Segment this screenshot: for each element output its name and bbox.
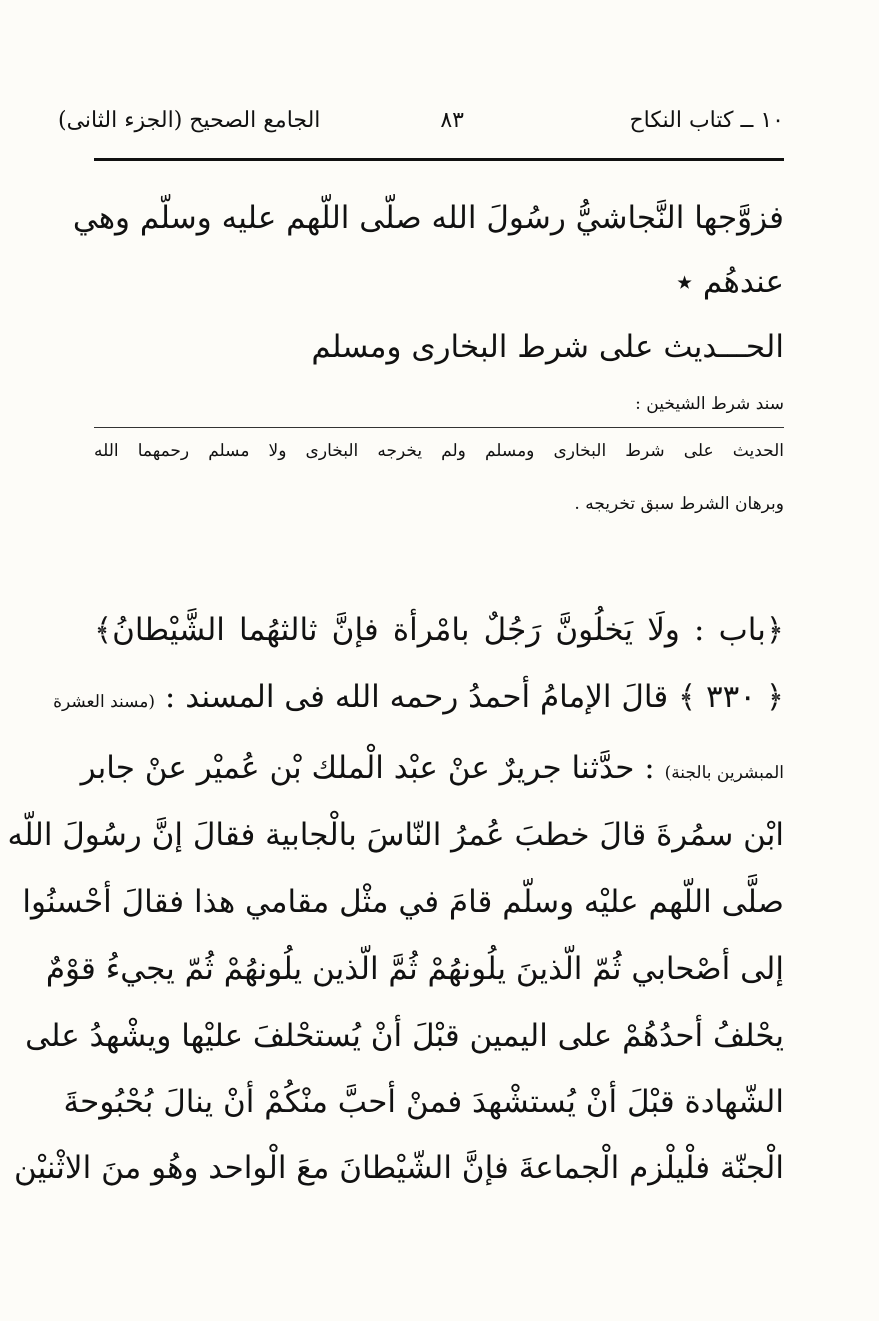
musnad-reference: (مسند العشرة [53, 692, 156, 712]
intro-line-1: فزوَّجها النَّجاشيُّ رسُولَ الله صلّى اللّهم عليه وسلّم وهي [72, 200, 784, 236]
hadith-line: الشّهادة قبْلَ أنْ يُستشْهدَ فمنْ أحبَّ منْكُمْ أنْ ينالَ بُحْبُوحةَ [63, 1084, 784, 1120]
book-title: الجامع الصحيح (الجزء الثانى) [58, 108, 321, 133]
chain-line-2: وبرهان الشرط سبق تخريجه . [574, 494, 784, 514]
chapter-heading: ١٠ ــ كتاب النكاح [629, 108, 784, 133]
chain-heading: سند شرط الشيخين : [635, 394, 784, 414]
hadith-chain-start: : حدَّثنا جريرٌ عنْ عبْد الْملك بْن عُميْر عنْ جابر [80, 750, 655, 786]
chain-line-1: الحديث على شرط البخارى ومسلم ولم يخرجه البخارى ولا مسلم رحمهما الله [94, 441, 784, 461]
chapter-title: ﴿باب : ولَا يَخلُونَّ رَجُلٌ بامْرأة فإنَّ ثالثهُما الشَّيْطانُ﴾ [94, 612, 784, 648]
intro-line-2: عندهُم ٭ [676, 264, 784, 300]
hadith-line: ابْن سمُرةَ قالَ خطبَ عُمرُ النّاسَ بالْجابية فقالَ إنَّ رسُولَ اللّه [7, 817, 784, 853]
hadith-line: صلَّى اللّهم عليْه وسلّم قامَ في مثْل مقامي هذا فقالَ أحْسنُوا [22, 884, 784, 920]
page-number: ٨٣ [440, 108, 464, 133]
section-divider [94, 427, 784, 428]
hadith-line: إلى أصْحابي ثُمّ الّذينَ يلُونهُمْ ثُمَّ الّذين يلُونهُمْ ثُمّ يجيءُ قوْمٌ [45, 951, 784, 987]
ruling-line: الحـــديث على شرط البخارى ومسلم [311, 329, 784, 365]
hadith-line: يحْلفُ أحدُهُمْ على اليمين قبْلَ أنْ يُستحْلفَ عليْها ويشْهدُ على [25, 1018, 784, 1054]
hadith-line: الْجنّة فلْيلْزم الْجماعةَ فإنَّ الشّيْطانَ معَ الْواحد وهُو منَ الاثْنيْن [13, 1150, 784, 1186]
header-rule [94, 158, 784, 161]
musnad-reference-cont: المبشرين بالجنة) [664, 763, 784, 783]
hadith-line-2 [80, 748, 784, 793]
hadith-number-line [53, 677, 784, 722]
hadith-intro: ﴿ ٣٣٠ ﴾ قالَ الإمامُ أحمدُ رحمه الله فى المسند : [164, 679, 784, 715]
